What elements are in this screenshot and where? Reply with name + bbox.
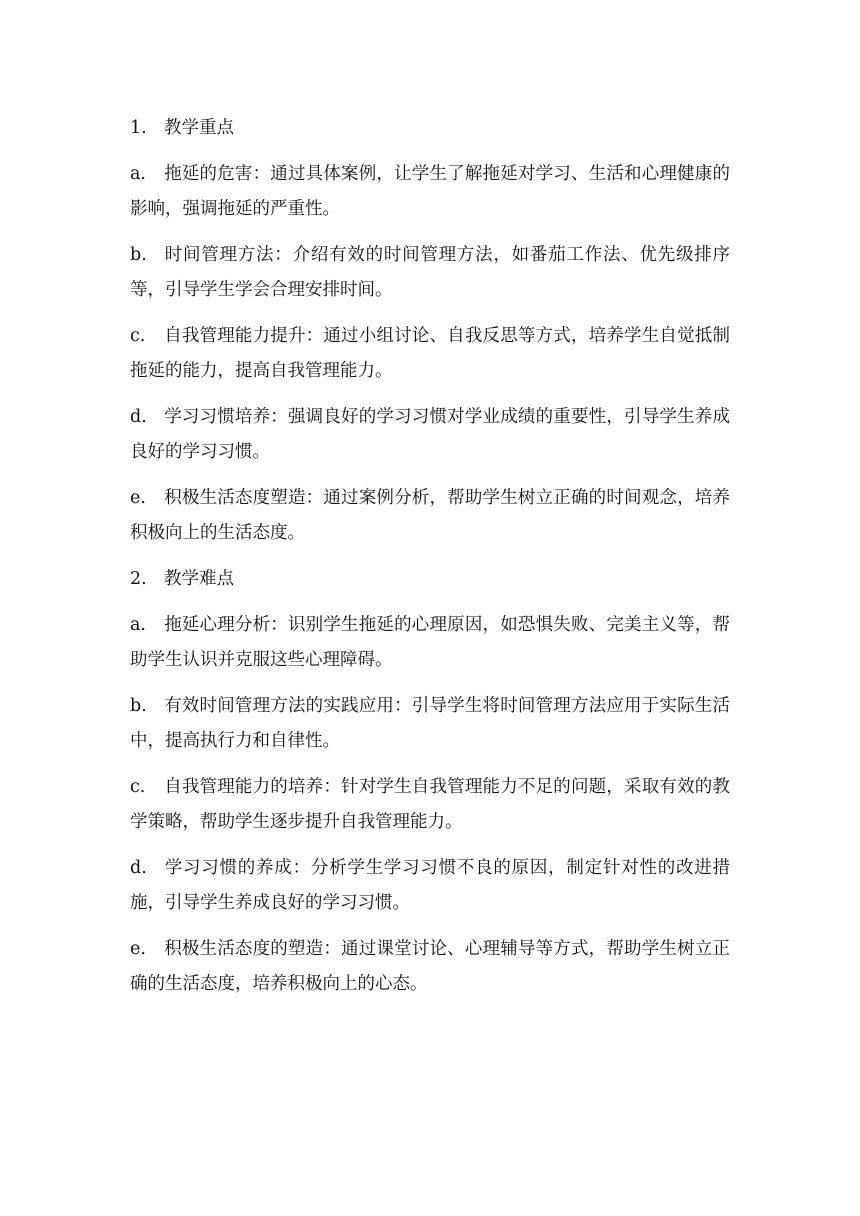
item-text: 积极生活态度塑造：通过案例分析，帮助学生树立正确的时间观念，培养积极向上的生活态度。 [130,488,730,543]
list-item [130,238,730,308]
list-item [130,400,730,470]
list-item [130,851,730,921]
list-item [130,157,730,227]
item-text: 学习习惯培养：强调良好的学习习惯对学业成绩的重要性，引导学生养成良好的学习习惯。 [130,407,730,462]
item-marker: b. [130,696,147,716]
section-heading-teaching-focus [130,111,730,146]
section-number: 1. [130,118,147,138]
item-marker: b. [130,245,147,265]
item-marker: c. [130,326,146,346]
list-item [130,689,730,759]
section-number: 2. [130,569,147,589]
list-item [130,608,730,678]
list-item [130,770,730,840]
item-text: 时间管理方法：介绍有效的时间管理方法，如番茄工作法、优先级排序等，引导学生学会合理安排时间。 [130,245,730,300]
item-text: 拖延心理分析：识别学生拖延的心理原因，如恐惧失败、完美主义等，帮助学生认识并克服这些心理障碍。 [130,615,730,670]
item-marker: a. [130,164,146,184]
item-text: 自我管理能力提升：通过小组讨论、自我反思等方式，培养学生自觉抵制拖延的能力，提高自我管理能力。 [130,326,730,381]
item-marker: c. [130,777,146,797]
item-text: 学习习惯的养成：分析学生学习习惯不良的原因，制定针对性的改进措施，引导学生养成良好的学习习惯。 [130,858,730,913]
item-text: 有效时间管理方法的实践应用：引导学生将时间管理方法应用于实际生活中，提高执行力和自律性。 [130,696,730,751]
item-marker: d. [130,858,147,878]
item-marker: d. [130,407,147,427]
document-body [130,111,730,1013]
list-item [130,932,730,1002]
section-title: 教学难点 [164,569,234,589]
item-text: 拖延的危害：通过具体案例，让学生了解拖延对学习、生活和心理健康的影响，强调拖延的严重性。 [130,164,730,219]
item-text: 积极生活态度的塑造：通过课堂讨论、心理辅导等方式，帮助学生树立正确的生活态度，培养积极向上的心态。 [130,939,730,994]
item-marker: e. [130,488,146,508]
item-text: 自我管理能力的培养：针对学生自我管理能力不足的问题，采取有效的教学策略，帮助学生逐步提升自我管理能力。 [130,777,730,832]
section-title: 教学重点 [164,118,234,138]
list-item [130,319,730,389]
section-heading-teaching-difficulties [130,562,730,597]
item-marker: a. [130,615,146,635]
list-item [130,481,730,551]
item-marker: e. [130,939,146,959]
